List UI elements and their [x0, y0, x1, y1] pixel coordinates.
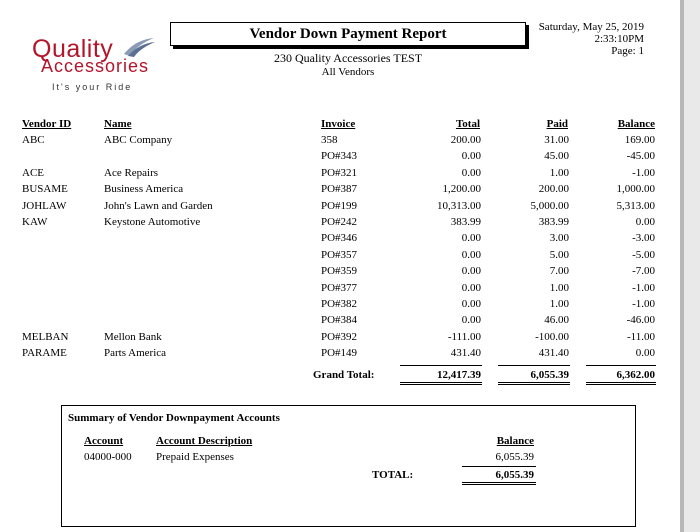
row-balance: -3.00: [632, 232, 655, 245]
row-name: Ace Repairs: [104, 166, 159, 179]
row-balance: -45.00: [626, 150, 655, 163]
row-balance: -46.00: [626, 314, 655, 327]
summary-col-balance: Balance: [496, 435, 534, 447]
summary-row-account: 04000-000: [84, 451, 132, 463]
report-title: Vendor Down Payment Report: [170, 22, 526, 46]
row-invoice: PO#199: [321, 199, 358, 212]
row-name: Business America: [104, 183, 184, 196]
row-invoice: PO#346: [321, 232, 358, 245]
row-balance: -1.00: [632, 166, 655, 179]
col-header-name: Name: [104, 118, 132, 130]
row-paid: 1.00: [549, 298, 569, 310]
row-vendor-id: BUSAME: [22, 183, 68, 196]
row-paid: 5.00: [549, 248, 569, 261]
row-balance: -1.00: [632, 298, 655, 310]
report-meta: [539, 21, 644, 57]
row-paid: -100.00: [535, 330, 569, 343]
row-invoice: PO#392: [321, 330, 358, 343]
row-balance: -5.00: [632, 248, 655, 261]
row-total: -111.00: [447, 330, 481, 343]
row-balance: 5,313.00: [616, 199, 655, 212]
row-paid: 200.00: [538, 183, 569, 196]
row-invoice: PO#357: [321, 248, 358, 261]
col-header-total: Total: [455, 118, 480, 130]
report-filter: All Vendors: [321, 66, 375, 78]
row-invoice: PO#242: [321, 216, 358, 228]
grand-total-total: 12,417.39: [437, 369, 481, 381]
summary-row-description: Prepaid Expenses: [156, 451, 234, 463]
row-total: 10,313.00: [437, 199, 481, 212]
summary-double-rule: [462, 482, 536, 485]
row-invoice: PO#149: [321, 347, 358, 360]
row-balance: 0.00: [635, 216, 655, 228]
col-header-vendor-id: Vendor ID: [22, 118, 72, 130]
row-paid: 45.00: [544, 150, 569, 163]
summary-row-balance: 6,055.39: [495, 451, 534, 463]
row-balance: 0.00: [635, 347, 655, 360]
col-header-paid: Paid: [546, 118, 568, 130]
summary-box: [61, 405, 636, 527]
row-balance: -7.00: [632, 265, 655, 278]
row-paid: 383.99: [538, 216, 569, 228]
row-invoice: PO#377: [321, 281, 358, 294]
logo-text-accessories: Accessories: [41, 56, 150, 76]
row-total: 383.99: [450, 216, 481, 228]
logo-tagline: It's your Ride: [52, 82, 133, 92]
row-total: 1,200.00: [442, 183, 481, 196]
grand-total-balance: 6,362.00: [616, 369, 655, 381]
row-total: 0.00: [461, 298, 481, 310]
row-paid: 431.40: [538, 347, 569, 360]
row-paid: 46.00: [544, 314, 569, 327]
row-invoice: PO#382: [321, 298, 358, 310]
row-balance: -1.00: [632, 281, 655, 294]
row-total: 0.00: [461, 150, 481, 163]
row-total: 0.00: [461, 281, 481, 294]
logo-text-quality: Quality: [32, 35, 114, 63]
summary-total-value: 6,055.39: [495, 469, 534, 481]
row-name: John's Lawn and Garden: [104, 199, 213, 212]
row-vendor-id: MELBAN: [22, 330, 69, 343]
company-logo: [30, 36, 170, 96]
row-balance: -11.00: [626, 330, 655, 343]
report-time: 2:33:10PM: [594, 33, 644, 45]
row-paid: 5,000.00: [530, 199, 569, 212]
row-paid: 1.00: [549, 166, 569, 179]
row-name: Parts America: [104, 347, 167, 360]
row-paid: 3.00: [549, 232, 569, 245]
row-vendor-id: KAW: [22, 216, 48, 228]
row-name: Keystone Automotive: [104, 216, 201, 228]
report-date: Saturday, May 25, 2019: [538, 21, 644, 33]
row-total: 0.00: [461, 314, 481, 327]
col-header-balance: Balance: [617, 118, 655, 130]
logo-swoosh-icon: [122, 36, 156, 58]
total-rule-balance: [586, 365, 656, 366]
row-paid: 7.00: [549, 265, 569, 278]
total-rule-total: [400, 365, 482, 366]
row-total: 0.00: [461, 232, 481, 245]
row-vendor-id: PARAME: [22, 347, 67, 360]
summary-title: Summary of Vendor Downpayment Accounts: [68, 412, 280, 424]
row-invoice: 358: [321, 134, 338, 146]
row-invoice: PO#321: [321, 166, 358, 179]
row-total: 0.00: [461, 166, 481, 179]
report-company: 230 Quality Accessories TEST: [273, 51, 423, 65]
double-rule-paid: [498, 382, 570, 385]
row-total: 200.00: [450, 134, 481, 146]
row-invoice: PO#384: [321, 314, 358, 327]
row-vendor-id: ACE: [22, 166, 44, 179]
summary-total-rule: [462, 466, 536, 467]
row-vendor-id: ABC: [22, 134, 45, 146]
row-total: 0.00: [461, 265, 481, 278]
row-invoice: PO#359: [321, 265, 358, 278]
row-name: ABC Company: [104, 134, 173, 146]
row-paid: 31.00: [544, 134, 569, 146]
grand-total-paid: 6,055.39: [530, 369, 569, 381]
total-rule-paid: [498, 365, 570, 366]
row-name: Mellon Bank: [104, 330, 162, 343]
row-total: 431.40: [450, 347, 481, 360]
summary-col-account: Account: [84, 435, 124, 447]
col-header-invoice: Invoice: [321, 118, 356, 130]
report-page-number: Page: 1: [611, 45, 644, 57]
row-total: 0.00: [461, 248, 481, 261]
row-balance: 1,000.00: [616, 183, 655, 196]
row-vendor-id: JOHLAW: [22, 199, 67, 212]
row-invoice: PO#387: [321, 183, 358, 196]
grand-total-label: Grand Total:: [313, 369, 375, 381]
summary-col-description: Account Description: [156, 435, 253, 447]
double-rule-total: [400, 382, 482, 385]
row-paid: 1.00: [549, 281, 569, 294]
double-rule-balance: [586, 382, 656, 385]
viewer-background: [684, 0, 700, 532]
row-balance: 169.00: [624, 134, 655, 146]
summary-total-label: TOTAL:: [372, 469, 414, 481]
row-invoice: PO#343: [321, 150, 358, 163]
